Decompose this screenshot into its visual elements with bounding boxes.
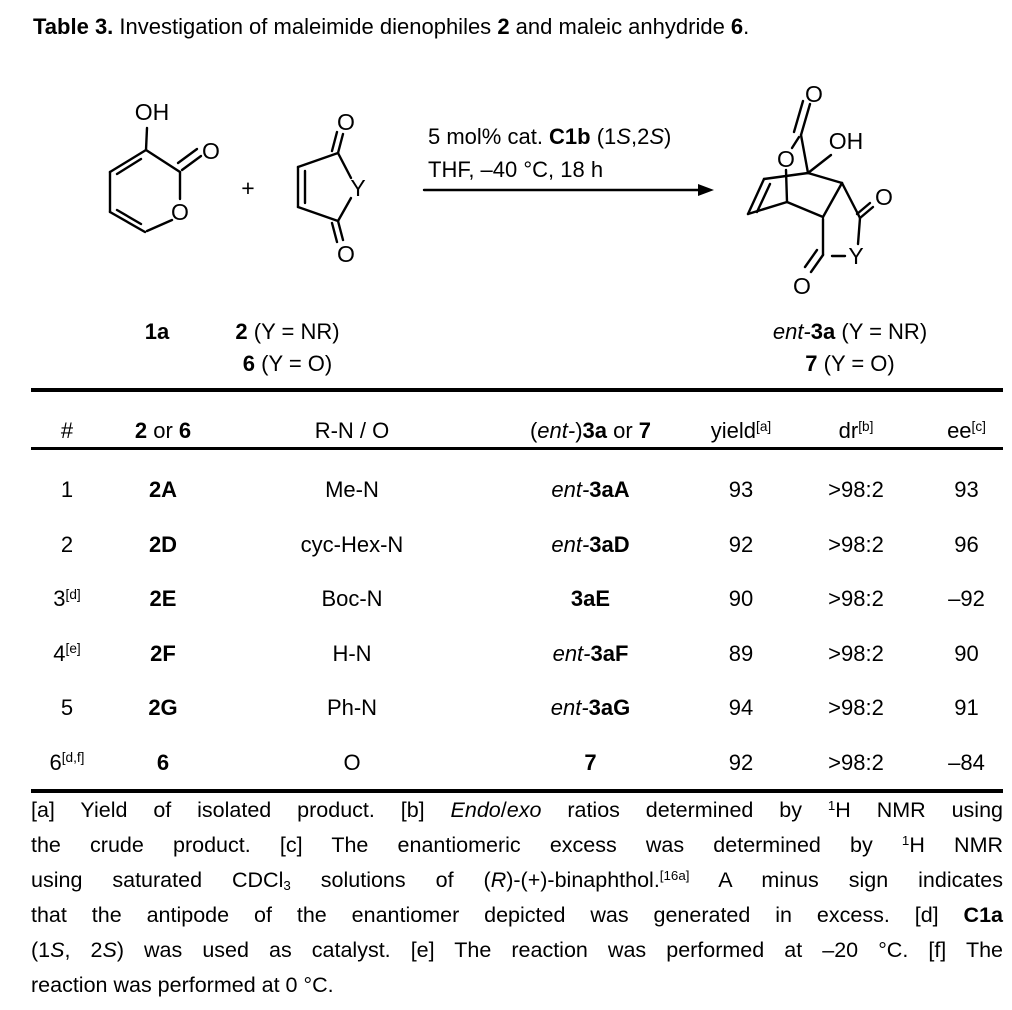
- table-cell: cyc-Hex-N: [300, 531, 404, 557]
- table-cell: 2: [60, 531, 74, 557]
- table-cell: ent-3aA: [551, 477, 630, 503]
- table-cell: 2F: [150, 640, 176, 666]
- pyranone-carbonyl-o-label: O: [202, 138, 220, 164]
- column-header-yield: yield[a]: [710, 418, 772, 443]
- table-cell: O: [343, 749, 361, 775]
- table-top-rule: [31, 388, 1003, 392]
- table-cell: 94: [728, 695, 754, 721]
- table-cell: 2A: [148, 477, 178, 503]
- table-cell: 89: [728, 640, 754, 666]
- product-top-o-label: O: [805, 81, 823, 107]
- reactant-label-line: 6 (Y = O): [242, 351, 333, 376]
- table-cell: 91: [954, 695, 979, 721]
- product-oh-label: OH: [828, 128, 864, 154]
- table-cell: 93: [954, 477, 979, 503]
- product-het-label: Y: [848, 243, 864, 269]
- table-cell: 6[d,f]: [49, 749, 85, 775]
- footnote-line: the crude product. [c] The enantiomeric excess was determined by $^1$H NMR: [31, 832, 1004, 857]
- table-cell: 90: [954, 640, 979, 666]
- reactant-label-line: 2 (Y = NR): [235, 319, 340, 344]
- table-cell: 92: [728, 749, 754, 775]
- table-row: [31, 627, 1003, 682]
- column-header-entry: #: [60, 418, 74, 443]
- table-cell: 96: [954, 531, 979, 557]
- table-cell: 1: [60, 477, 74, 503]
- table-row: [31, 681, 1003, 736]
- column-header-dr: dr[b]: [838, 418, 874, 443]
- table-cell: Boc-N: [321, 586, 383, 612]
- footnote-line: that the antipode of the enantiomer depicted was generated in excess. [d] C1a: [31, 903, 1003, 927]
- table-cell: 92: [728, 531, 754, 557]
- table-cell: ent-3aG: [550, 695, 631, 721]
- table-cell: >98:2: [828, 586, 884, 612]
- table-row: [31, 736, 1003, 791]
- table-cell: 2D: [148, 531, 178, 557]
- product-right-o-label: O: [875, 184, 893, 210]
- pyranone-oh-label: OH: [134, 99, 170, 125]
- column-header-product: (ent-)3a or 7: [529, 418, 652, 443]
- table-cell: 90: [728, 586, 754, 612]
- maleimide-structure: [298, 132, 351, 242]
- table-row: [31, 463, 1003, 518]
- product-ring-o-label: O: [777, 146, 795, 172]
- conditions-line2: THF, –40 °C, 18 h: [428, 157, 604, 182]
- table-cell: Me-N: [325, 477, 379, 503]
- footnote-line: [a] Yield of isolated product. [b] Endo/exo ratios determined by $^1$H NMR using: [31, 797, 1003, 822]
- table-cell: ent-3aD: [551, 531, 630, 557]
- table-cell: >98:2: [828, 749, 884, 775]
- product-label-line: 7 (Y = O): [805, 351, 895, 376]
- column-header-substituent: R-N / O: [314, 418, 390, 443]
- table-header-rule: [31, 447, 1003, 450]
- table-cell: >98:2: [828, 531, 884, 557]
- footnote-line: reaction was performed at 0 °C.: [31, 973, 334, 997]
- table-cell: >98:2: [828, 640, 884, 666]
- plus-sign: +: [241, 175, 255, 201]
- table-body: [31, 463, 1003, 790]
- table-footnotes: [31, 793, 1003, 1003]
- table-cell: H-N: [332, 640, 372, 666]
- table-header-row: [31, 417, 1003, 445]
- table-cell: –92: [948, 586, 985, 612]
- table-cell: 4[e]: [53, 640, 81, 666]
- table-cell: ent-3aF: [552, 640, 629, 666]
- product-bottom-o-label: O: [793, 273, 811, 299]
- maleimide-bottom-o-label: O: [337, 241, 355, 267]
- column-header-ee: ee[c]: [947, 418, 986, 443]
- table-cell: >98:2: [828, 695, 884, 721]
- reactant-label-2-6: [185, 316, 390, 380]
- table-cell: 6: [156, 749, 170, 775]
- reactant-label-1a: 1a: [144, 319, 170, 344]
- pyranone-ring-o-label: O: [171, 199, 189, 225]
- table-cell: 2G: [148, 695, 178, 721]
- table-row: [31, 518, 1003, 573]
- footnote-line: using saturated CDCl$_3$ solutions of (R)-(+)-binaphthol.[16a] A minus sign indicates: [31, 867, 1003, 894]
- pyranone-structure: [110, 128, 201, 232]
- table-cell: >98:2: [828, 477, 884, 503]
- product-label: [705, 316, 995, 380]
- table-cell: 3[d]: [53, 586, 81, 612]
- table-cell: 93: [728, 477, 754, 503]
- column-header-dienophile: 2 or 6: [134, 418, 192, 443]
- table-row: [31, 572, 1003, 627]
- table-cell: 2E: [149, 586, 177, 612]
- table-cell: –84: [948, 749, 985, 775]
- footnote-line: (1S, 2S) was used as catalyst. [e] The reaction was performed at –20 °C. [f] The: [31, 938, 1004, 962]
- product-structure: [748, 101, 873, 272]
- reaction-arrow: [424, 184, 714, 196]
- table-cell: Ph-N: [326, 695, 378, 721]
- table-cell: 7: [584, 749, 597, 775]
- table-cell: 3aE: [570, 586, 611, 612]
- table-cell: 5: [60, 695, 74, 721]
- table-caption: Table 3. Investigation of maleimide dienophiles 2 and maleic anhydride 6.: [33, 14, 750, 39]
- conditions-line1: 5 mol% cat. C1b (1S,2S): [428, 124, 672, 149]
- product-label-line: ent-3a (Y = NR): [772, 319, 928, 344]
- maleimide-top-o-label: O: [337, 109, 355, 135]
- maleimide-het-label: Y: [350, 175, 366, 201]
